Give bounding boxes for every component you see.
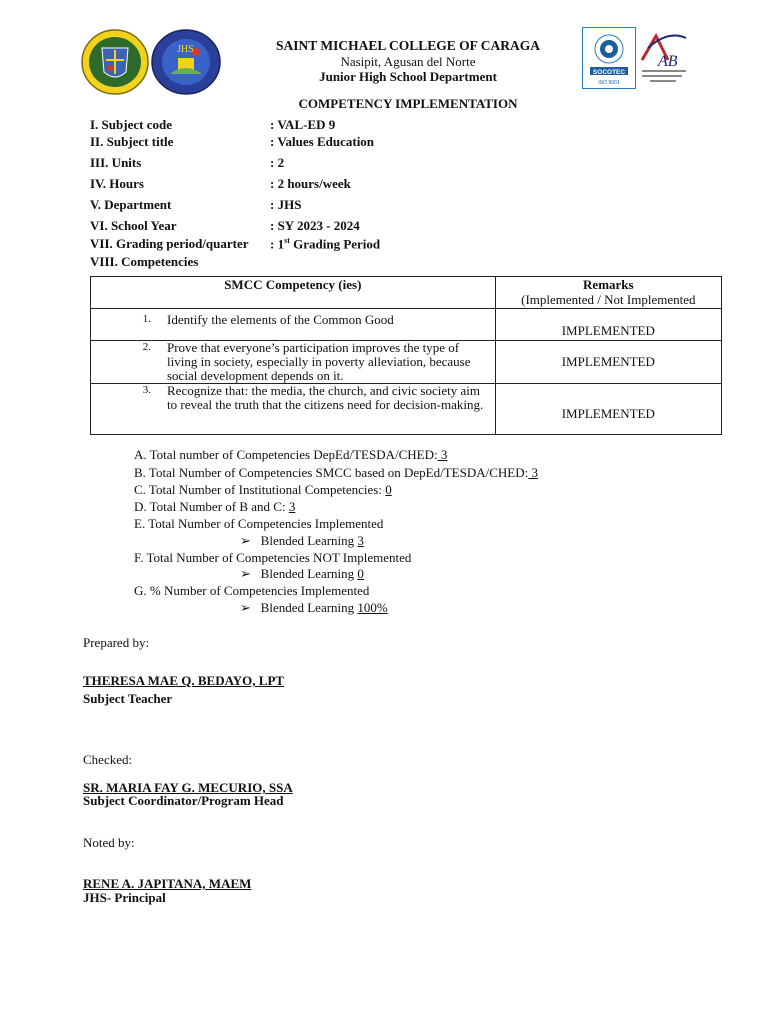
institution-name: SAINT MICHAEL COLLEGE OF CARAGA <box>275 38 541 53</box>
competency-table <box>90 276 722 435</box>
department-name: Junior High School Department <box>319 69 497 84</box>
socotec-text: SOCOTEC <box>592 69 626 76</box>
document-title: COMPETENCY IMPLEMENTATION <box>298 96 518 111</box>
bullet-icon: ➢ <box>240 566 251 581</box>
table-row: 1. Identify the elements of the Common Good IMPLEMENTED <box>91 309 722 341</box>
jhs-logo-text: JHS <box>177 44 194 55</box>
institution-address: Nasipit, Agusan del Norte <box>340 54 476 69</box>
prepared-by-name: THERESA MAE Q. BEDAYO, LPT <box>83 673 285 688</box>
noted-by-label: Noted by: <box>83 835 135 850</box>
summary-b: B. Total Number of Competencies SMCC based on DepEd/TESDA/CHED: 3 <box>134 465 538 480</box>
table-row: 2. Prove that everyone’s participation improves the type of living in society, especially in poverty alleviation, because social development depends on it. IMPLEMENTED <box>91 341 722 384</box>
bullet-icon: ➢ <box>240 533 251 548</box>
table-row: 3. Recognize that: the media, the church, and civic society aim to reveal the truth that the citizens need for decision-making. IMPLEMENTED <box>91 384 722 435</box>
bullet-icon: ➢ <box>240 600 251 615</box>
iso-text: ISO 9001 <box>598 80 620 86</box>
summary-d: D. Total Number of B and C: 3 <box>134 499 296 514</box>
noted-by-name: RENE A. JAPITANA, MAEM <box>83 876 252 891</box>
col-remarks-header: Remarks (Implemented / Not Implemented <box>495 277 721 309</box>
prepared-by-title: Subject Teacher <box>83 691 173 706</box>
table-header-row <box>91 277 722 309</box>
noted-by-title: JHS- Principal <box>83 890 166 905</box>
checked-by-name: SR. MARIA FAY G. MECURIO, SSA <box>83 780 293 795</box>
summary-f-blended: ➢ Blended Learning 0 <box>240 566 364 581</box>
summary-c: C. Total Number of Institutional Competencies: 0 <box>134 482 392 497</box>
col-competency-header: SMCC Competency (ies) <box>91 277 496 309</box>
summary-e: E. Total Number of Competencies Implemented <box>134 516 384 531</box>
ab-text: AB <box>658 53 678 70</box>
summary-g: G. % Number of Competencies Implemented <box>134 583 370 598</box>
checked-by-title: Subject Coordinator/Program Head <box>83 793 284 808</box>
prepared-by-label: Prepared by: <box>83 635 150 650</box>
summary-g-blended: ➢ Blended Learning 100% <box>240 600 388 615</box>
summary-e-blended: ➢ Blended Learning 3 <box>240 533 364 548</box>
checked-by-label: Checked: <box>83 752 133 767</box>
summary-f: F. Total Number of Competencies NOT Implemented <box>134 550 412 565</box>
summary-a: A. Total number of Competencies DepEd/TESDA/CHED: 3 <box>134 447 448 462</box>
